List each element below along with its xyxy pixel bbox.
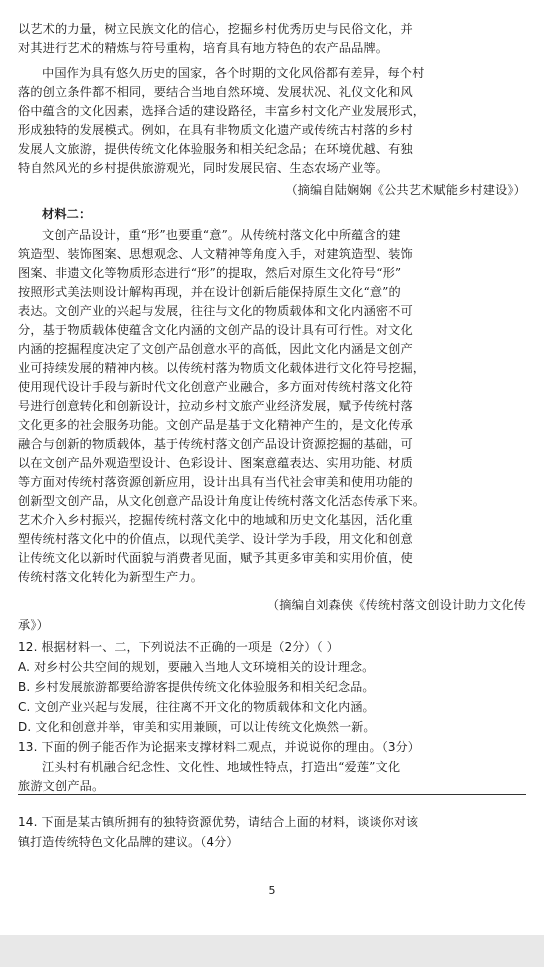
material2-line: 创新型文创产品，从文化创意产品设计角度让传统村落文化活态传承下来。 <box>18 494 426 508</box>
section-divider <box>18 794 526 795</box>
material2-source: （摘编自刘森侠《传统村落文创设计助力文化传 <box>266 598 526 612</box>
material2-line: 传统村落文化转化为新型生产力。 <box>18 570 204 584</box>
question-13-stem: 13. 下面的例子能否作为论据来支撑材料二观点，并说说你的理由。（3分） <box>18 740 420 754</box>
question-13-example: 江头村有机融合纪念性、文化性、地域性特点，打造出“爱莲”文化 <box>42 760 401 774</box>
material1-line: 对其进行艺术的精炼与符号重构，培育具有地方特色的农产品品牌。 <box>18 41 389 55</box>
question-14-stem-cont: 镇打造传统特色文化品牌的建议。（4分） <box>18 835 239 849</box>
material2-line: 号进行创意转化和创新设计，拉动乡村文旅产业经济发展，赋予传统村落 <box>18 399 413 413</box>
material1-line: 形成独特的发展模式。例如，在具有非物质文化遗产或传统古村落的乡村 <box>18 123 413 137</box>
question-12-option-b: B. 乡村发展旅游都要给游客提供传统文化体验服务和相关纪念品。 <box>18 680 375 694</box>
material1-line: 俗中蕴含的文化因素，选择合适的建设路径，丰富乡村文化产业发展形式， <box>18 104 426 118</box>
material1-source: （摘编自陆娴娴《公共艺术赋能乡村建设》） <box>285 183 526 197</box>
material2-line: 文创产品设计，重“形”也要重“意”。从传统村落文化中所蕴含的建 <box>42 228 401 242</box>
material2-line: 让传统文化以新时代面貌与消费者见面，赋予其更多审美和实用价值，使 <box>18 551 413 565</box>
material2-line: 业可持续发展的精神内核。以传统村落为物质文化载体进行文化符号挖掘， <box>18 361 426 375</box>
material2-line: 塑传统村落文化中的价值点，以现代美学、设计学为手段，用文化和创意 <box>18 532 413 546</box>
material2-line: 分，基于物质载体使蕴含文化内涵的文创产品的设计具有可行性。对文化 <box>18 323 413 337</box>
question-12-option-a: A. 对乡村公共空间的规划，要融入当地人文环境相关的设计理念。 <box>18 660 375 674</box>
material2-line: 表达。文创产业的兴起与发展，往往与文化的物质载体和文化内涵密不可 <box>18 304 413 318</box>
question-12-option-c: C. 文创产业兴起与发展，往往离不开文化的物质载体和文化内涵。 <box>18 700 375 714</box>
material2-source-cont: 承》） <box>18 618 49 632</box>
page-bottom-strip <box>0 935 544 967</box>
question-13-example-cont: 旅游文创产品。 <box>18 779 105 793</box>
page-number: 5 <box>268 884 276 897</box>
material1-line: 发展人文旅游，提供传统文化体验服务和相关纪念品；在环境优越、有独 <box>18 142 413 156</box>
material2-line: 以在文创产品外观造型设计、色彩设计、图案意蕴表达、实用功能、材质 <box>18 456 413 470</box>
material2-line: 融合与创新的物质载体，基于传统村落文创产品设计资源挖掘的基础，可 <box>18 437 413 451</box>
material2-line: 图案、非遗文化等物质形态进行“形”的提取，然后对原生文化符号“形” <box>18 266 402 280</box>
question-14-stem: 14. 下面是某古镇所拥有的独特资源优势，请结合上面的材料，谈谈你对该 <box>18 815 419 829</box>
material2-line: 文化更多的社会服务功能。文创产品是基于文化精神产生的，是文化传承 <box>18 418 413 432</box>
material1-line: 中国作为具有悠久历史的国家，各个时期的文化风俗都有差异，每个村 <box>42 66 425 80</box>
material2-line: 筑造型、装饰图案、思想观念、人文精神等角度入手，对建筑造型、装饰 <box>18 247 413 261</box>
material2-line: 艺术介入乡村振兴，挖掘传统村落文化中的地域和历史文化基因，活化重 <box>18 513 413 527</box>
question-12-stem: 12. 根据材料一、二，下列说法不正确的一项是（2分）（ ） <box>18 640 339 654</box>
material1-line: 特自然风光的乡村提供旅游观光，同时发展民宿、生态农场产业等。 <box>18 161 389 175</box>
material2-line: 内涵的挖掘程度决定了文创产品创意水平的高低，因此文化内涵是文创产 <box>18 342 413 356</box>
question-12-option-d: D. 文化和创意并举，审美和实用兼顾，可以让传统文化焕然一新。 <box>18 720 376 734</box>
material2-heading: 材料二： <box>42 207 92 221</box>
material1-line: 以艺术的力量，树立民族文化的信心，挖掘乡村优秀历史与民俗文化，并 <box>18 22 413 36</box>
material2-line: 使用现代设计手段与新时代文化创意产业融合，多方面对传统村落文化符 <box>18 380 413 394</box>
material2-line: 等方面对传统村落资源创新应用，设计出具有当代社会审美和使用功能的 <box>18 475 413 489</box>
material2-line: 按照形式美法则设计解构再现，并在设计创新后能保持原生文化“意”的 <box>18 285 401 299</box>
material1-line: 落的创立条件都不相同，要结合当地自然环境、发展状况、礼仪文化和风 <box>18 85 413 99</box>
